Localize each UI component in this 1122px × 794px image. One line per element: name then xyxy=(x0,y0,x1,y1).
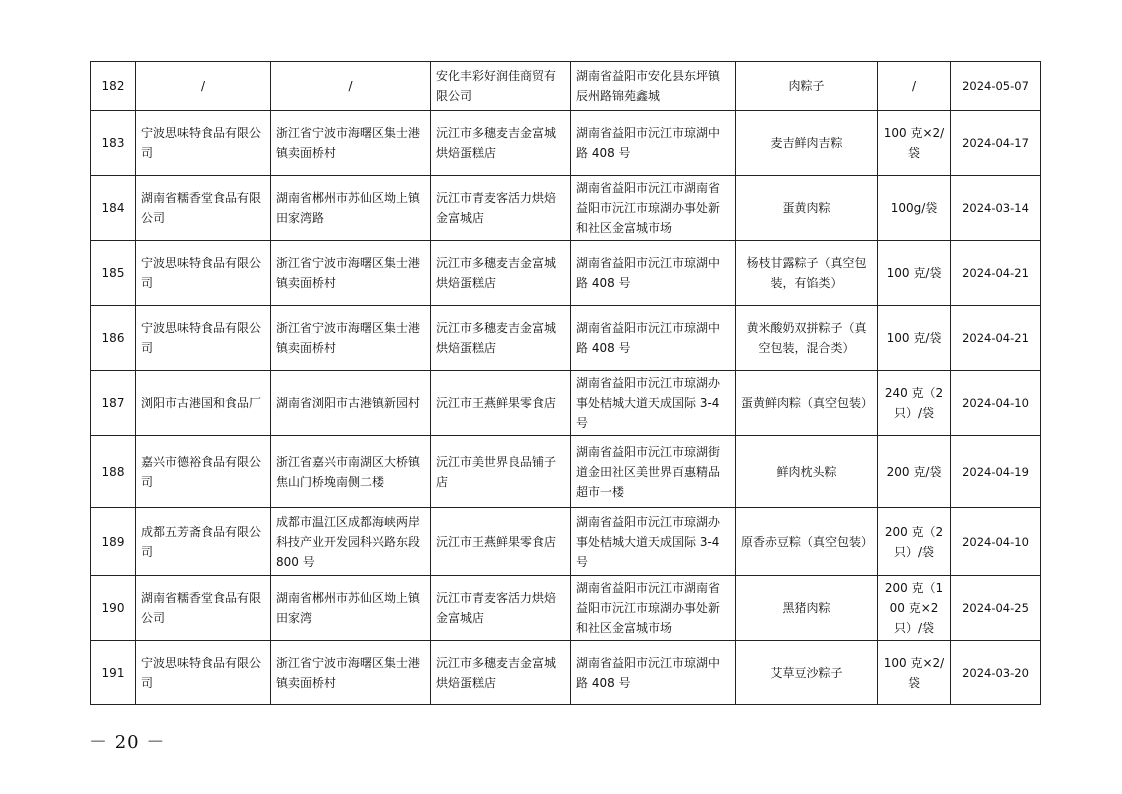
table-row xyxy=(91,306,1041,371)
cell-food-name: 蛋黄鲜肉粽（真空包装） xyxy=(736,371,878,436)
cell-food-name: 蛋黄肉粽 xyxy=(736,176,878,241)
cell-serial-number: 186 xyxy=(91,306,136,371)
cell-serial-number: 188 xyxy=(91,436,136,508)
cell-serial-number: 182 xyxy=(91,62,136,111)
sampling-results-table xyxy=(90,61,1041,705)
cell-manufacturer: 湖南省糯香堂食品有限公司 xyxy=(136,176,271,241)
table-row xyxy=(91,62,1041,111)
cell-food-name: 原香赤豆粽（真空包装） xyxy=(736,508,878,576)
cell-production-date: 2024-05-07 xyxy=(951,62,1041,111)
cell-specification: 240 克（2 只）/袋 xyxy=(878,371,951,436)
cell-serial-number: 185 xyxy=(91,241,136,306)
cell-specification: 100 克×2/袋 xyxy=(878,111,951,176)
cell-sampled-unit: 沅江市多穗麦吉金富城烘焙蛋糕店 xyxy=(431,241,571,306)
cell-manufacturer: 宁波思味特食品有限公司 xyxy=(136,641,271,705)
cell-production-date: 2024-04-10 xyxy=(951,508,1041,576)
table-row xyxy=(91,576,1041,641)
cell-manufacturer-address: 浙江省宁波市海曙区集士港镇卖面桥村 xyxy=(271,111,431,176)
cell-manufacturer-address: / xyxy=(271,62,431,111)
cell-serial-number: 190 xyxy=(91,576,136,641)
cell-sampled-unit: 沅江市多穗麦吉金富城烘焙蛋糕店 xyxy=(431,111,571,176)
cell-manufacturer-address: 浙江省宁波市海曙区集士港镇卖面桥村 xyxy=(271,641,431,705)
cell-sampled-address: 湖南省益阳市沅江市湖南省益阳市沅江市琼湖办事处新和社区金富城市场 xyxy=(571,176,736,241)
cell-specification: 100 克/袋 xyxy=(878,241,951,306)
cell-specification: 100 克×2/袋 xyxy=(878,641,951,705)
cell-food-name: 艾草豆沙粽子 xyxy=(736,641,878,705)
cell-production-date: 2024-03-20 xyxy=(951,641,1041,705)
table-row xyxy=(91,241,1041,306)
cell-manufacturer: 湖南省糯香堂食品有限公司 xyxy=(136,576,271,641)
cell-manufacturer: 宁波思味特食品有限公司 xyxy=(136,111,271,176)
cell-serial-number: 189 xyxy=(91,508,136,576)
cell-manufacturer: 嘉兴市德裕食品有限公司 xyxy=(136,436,271,508)
cell-sampled-unit: 沅江市多穗麦吉金富城烘焙蛋糕店 xyxy=(431,306,571,371)
cell-manufacturer: 宁波思味特食品有限公司 xyxy=(136,241,271,306)
cell-sampled-address: 湖南省益阳市沅江市琼湖办事处桔城大道天成国际 3-4 号 xyxy=(571,371,736,436)
cell-manufacturer-address: 成都市温江区成都海峡两岸科技产业开发园科兴路东段 800 号 xyxy=(271,508,431,576)
cell-sampled-address: 湖南省益阳市沅江市琼湖中路 408 号 xyxy=(571,241,736,306)
cell-food-name: 鲜肉枕头粽 xyxy=(736,436,878,508)
cell-production-date: 2024-04-10 xyxy=(951,371,1041,436)
cell-sampled-address: 湖南省益阳市沅江市琼湖中路 408 号 xyxy=(571,306,736,371)
cell-food-name: 杨枝甘露粽子（真空包装，有馅类） xyxy=(736,241,878,306)
table-row xyxy=(91,436,1041,508)
cell-sampled-address: 湖南省益阳市沅江市琼湖办事处桔城大道天成国际 3-4 号 xyxy=(571,508,736,576)
cell-manufacturer-address: 浙江省嘉兴市南湖区大桥镇焦山门桥堍南侧二楼 xyxy=(271,436,431,508)
cell-specification: / xyxy=(878,62,951,111)
cell-sampled-address: 湖南省益阳市安化县东坪镇辰州路锦苑鑫城 xyxy=(571,62,736,111)
cell-production-date: 2024-04-19 xyxy=(951,436,1041,508)
cell-sampled-unit: 沅江市美世界良品铺子店 xyxy=(431,436,571,508)
cell-specification: 100g/袋 xyxy=(878,176,951,241)
cell-sampled-unit: 沅江市青麦客活力烘焙金富城店 xyxy=(431,576,571,641)
cell-sampled-unit: 沅江市王燕鲜果零食店 xyxy=(431,371,571,436)
cell-sampled-address: 湖南省益阳市沅江市湖南省益阳市沅江市琼湖办事处新和社区金富城市场 xyxy=(571,576,736,641)
cell-manufacturer-address: 湖南省郴州市苏仙区坳上镇田家湾路 xyxy=(271,176,431,241)
cell-manufacturer-address: 浙江省宁波市海曙区集士港镇卖面桥村 xyxy=(271,241,431,306)
table-row xyxy=(91,371,1041,436)
cell-specification: 200 克（100 克×2 只）/袋 xyxy=(878,576,951,641)
cell-manufacturer: 浏阳市古港国和食品厂 xyxy=(136,371,271,436)
cell-production-date: 2024-04-21 xyxy=(951,241,1041,306)
cell-specification: 200 克/袋 xyxy=(878,436,951,508)
cell-production-date: 2024-04-25 xyxy=(951,576,1041,641)
cell-specification: 200 克（2 只）/袋 xyxy=(878,508,951,576)
cell-food-name: 肉粽子 xyxy=(736,62,878,111)
cell-sampled-unit: 沅江市多穗麦吉金富城烘焙蛋糕店 xyxy=(431,641,571,705)
cell-sampled-unit: 沅江市王燕鲜果零食店 xyxy=(431,508,571,576)
table-row xyxy=(91,176,1041,241)
cell-sampled-unit: 安化丰彩好润佳商贸有限公司 xyxy=(431,62,571,111)
cell-manufacturer: / xyxy=(136,62,271,111)
table-row xyxy=(91,641,1041,705)
cell-food-name: 麦吉鲜肉吉粽 xyxy=(736,111,878,176)
cell-manufacturer-address: 湖南省郴州市苏仙区坳上镇田家湾 xyxy=(271,576,431,641)
cell-manufacturer-address: 湖南省浏阳市古港镇新园村 xyxy=(271,371,431,436)
cell-sampled-unit: 沅江市青麦客活力烘焙金富城店 xyxy=(431,176,571,241)
cell-food-name: 黄米酸奶双拼粽子（真空包装，混合类） xyxy=(736,306,878,371)
cell-serial-number: 183 xyxy=(91,111,136,176)
cell-production-date: 2024-03-14 xyxy=(951,176,1041,241)
cell-manufacturer: 成都五芳斋食品有限公司 xyxy=(136,508,271,576)
cell-food-name: 黑猪肉粽 xyxy=(736,576,878,641)
cell-manufacturer: 宁波思味特食品有限公司 xyxy=(136,306,271,371)
cell-specification: 100 克/袋 xyxy=(878,306,951,371)
table-body xyxy=(91,62,1041,705)
cell-serial-number: 187 xyxy=(91,371,136,436)
cell-sampled-address: 湖南省益阳市沅江市琼湖中路 408 号 xyxy=(571,111,736,176)
page-number: － 20 － xyxy=(89,732,166,753)
cell-sampled-address: 湖南省益阳市沅江市琼湖中路 408 号 xyxy=(571,641,736,705)
cell-manufacturer-address: 浙江省宁波市海曙区集士港镇卖面桥村 xyxy=(271,306,431,371)
cell-serial-number: 184 xyxy=(91,176,136,241)
table-row xyxy=(91,111,1041,176)
cell-sampled-address: 湖南省益阳市沅江市琼湖街道金田社区美世界百惠精品超市一楼 xyxy=(571,436,736,508)
cell-production-date: 2024-04-17 xyxy=(951,111,1041,176)
cell-serial-number: 191 xyxy=(91,641,136,705)
table-row xyxy=(91,508,1041,576)
cell-production-date: 2024-04-21 xyxy=(951,306,1041,371)
